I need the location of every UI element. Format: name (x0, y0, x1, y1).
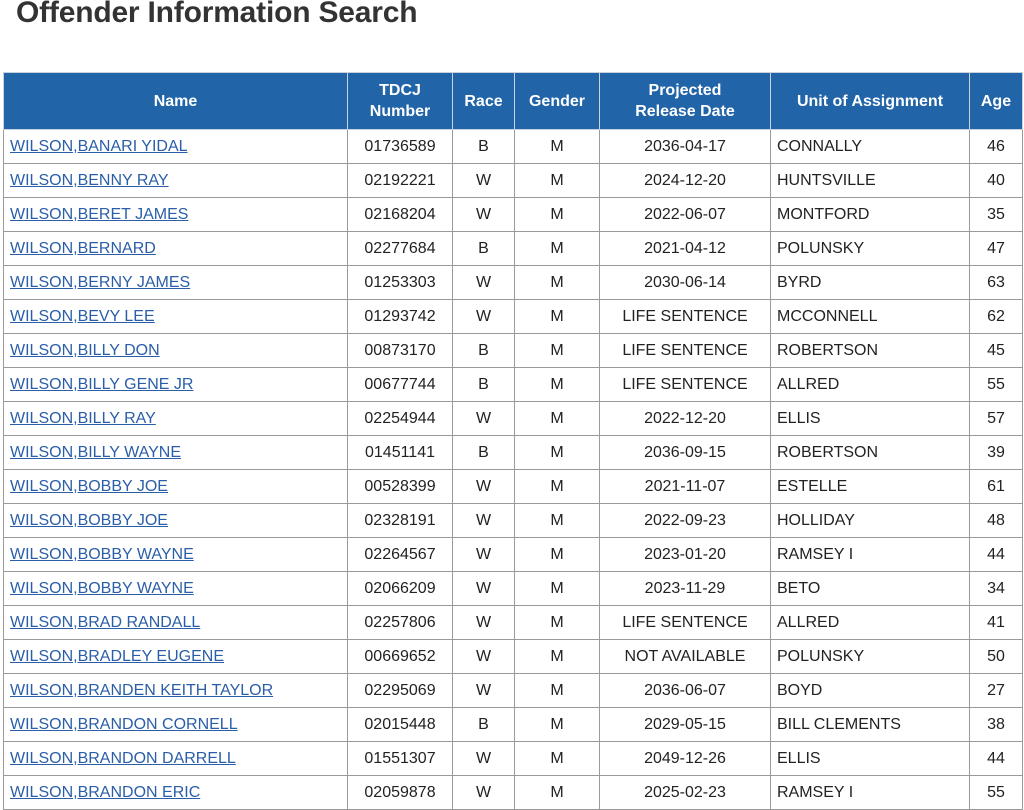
offender-name-cell (4, 266, 348, 300)
age-cell: 47 (970, 232, 1023, 266)
unit-cell: RAMSEY I (771, 776, 970, 810)
offender-name-link[interactable]: WILSON,BRANDEN KEITH TAYLOR (10, 681, 274, 699)
column-header-gender: Gender (515, 73, 600, 130)
offender-name-link[interactable]: WILSON,BRANDON ERIC (10, 783, 201, 801)
tdcj-number-cell: 02328191 (348, 504, 453, 538)
race-cell: W (453, 674, 515, 708)
offender-name-cell (4, 504, 348, 538)
table-row (4, 538, 1023, 572)
offender-name-link[interactable]: WILSON,BRANDON DARRELL (10, 749, 236, 767)
race-cell: W (453, 470, 515, 504)
table-row (4, 572, 1023, 606)
offender-name-link[interactable]: WILSON,BERNY JAMES (10, 273, 191, 291)
release-date-cell: 2049-12-26 (600, 742, 771, 776)
gender-cell: M (515, 402, 600, 436)
race-cell: B (453, 232, 515, 266)
race-cell: B (453, 334, 515, 368)
offender-name-link[interactable]: WILSON,BOBBY JOE (10, 477, 168, 495)
release-date-cell: 2024-12-20 (600, 164, 771, 198)
age-cell: 44 (970, 742, 1023, 776)
tdcj-number-cell: 02066209 (348, 572, 453, 606)
column-header-name: Name (4, 73, 348, 130)
unit-cell: ROBERTSON (771, 334, 970, 368)
race-cell: W (453, 164, 515, 198)
gender-cell: M (515, 130, 600, 164)
age-cell: 27 (970, 674, 1023, 708)
release-date-cell: 2022-12-20 (600, 402, 771, 436)
gender-cell: M (515, 572, 600, 606)
release-date-cell: 2036-04-17 (600, 130, 771, 164)
tdcj-number-cell: 02192221 (348, 164, 453, 198)
gender-cell: M (515, 164, 600, 198)
tdcj-number-cell: 02059878 (348, 776, 453, 810)
unit-cell: BILL CLEMENTS (771, 708, 970, 742)
offender-name-cell (4, 708, 348, 742)
release-date-cell: LIFE SENTENCE (600, 300, 771, 334)
unit-cell: CONNALLY (771, 130, 970, 164)
offender-name-cell (4, 164, 348, 198)
page-title: Offender Information Search (16, 0, 418, 29)
age-cell: 38 (970, 708, 1023, 742)
race-cell: W (453, 776, 515, 810)
age-cell: 57 (970, 402, 1023, 436)
age-cell: 62 (970, 300, 1023, 334)
age-cell: 46 (970, 130, 1023, 164)
offender-name-link[interactable]: WILSON,BOBBY WAYNE (10, 545, 194, 563)
offender-name-link[interactable]: WILSON,BERNARD (10, 239, 156, 257)
age-cell: 40 (970, 164, 1023, 198)
table-row (4, 674, 1023, 708)
race-cell: W (453, 266, 515, 300)
release-date-cell: 2023-01-20 (600, 538, 771, 572)
tdcj-number-cell: 01253303 (348, 266, 453, 300)
offender-name-link[interactable]: WILSON,BERET JAMES (10, 205, 189, 223)
race-cell: B (453, 368, 515, 402)
offender-name-cell (4, 232, 348, 266)
release-date-cell: 2036-06-07 (600, 674, 771, 708)
offender-name-cell (4, 402, 348, 436)
unit-cell: ALLRED (771, 606, 970, 640)
table-row (4, 164, 1023, 198)
age-cell: 41 (970, 606, 1023, 640)
offender-name-cell (4, 198, 348, 232)
offender-name-link[interactable]: WILSON,BRADLEY EUGENE (10, 647, 224, 665)
offender-name-cell (4, 572, 348, 606)
tdcj-number-cell: 02015448 (348, 708, 453, 742)
unit-cell: POLUNSKY (771, 232, 970, 266)
unit-cell: ROBERTSON (771, 436, 970, 470)
release-date-cell: 2030-06-14 (600, 266, 771, 300)
table-row (4, 436, 1023, 470)
race-cell: W (453, 538, 515, 572)
release-date-cell: LIFE SENTENCE (600, 606, 771, 640)
release-date-cell: 2022-09-23 (600, 504, 771, 538)
table-row (4, 130, 1023, 164)
offender-name-cell (4, 300, 348, 334)
tdcj-number-cell: 02264567 (348, 538, 453, 572)
table-row (4, 470, 1023, 504)
race-cell: W (453, 198, 515, 232)
offender-name-link[interactable]: WILSON,BOBBY JOE (10, 511, 168, 529)
age-cell: 55 (970, 776, 1023, 810)
table-row (4, 402, 1023, 436)
table-row (4, 368, 1023, 402)
offender-name-link[interactable]: WILSON,BRAD RANDALL (10, 613, 201, 631)
table-row (4, 504, 1023, 538)
age-cell: 50 (970, 640, 1023, 674)
tdcj-number-cell: 01451141 (348, 436, 453, 470)
offender-name-cell (4, 334, 348, 368)
gender-cell: M (515, 606, 600, 640)
race-cell: B (453, 130, 515, 164)
offender-name-cell (4, 776, 348, 810)
gender-cell: M (515, 640, 600, 674)
column-header-unit: Unit of Assignment (771, 73, 970, 130)
race-cell: W (453, 572, 515, 606)
unit-cell: MCCONNELL (771, 300, 970, 334)
tdcj-number-cell: 00677744 (348, 368, 453, 402)
race-cell: W (453, 606, 515, 640)
gender-cell: M (515, 198, 600, 232)
table-row (4, 266, 1023, 300)
table-row (4, 198, 1023, 232)
tdcj-number-cell: 01551307 (348, 742, 453, 776)
offender-name-cell (4, 470, 348, 504)
unit-cell: ESTELLE (771, 470, 970, 504)
offender-name-link[interactable]: WILSON,BEVY LEE (10, 307, 155, 325)
race-cell: B (453, 436, 515, 470)
offender-name-cell (4, 436, 348, 470)
age-cell: 61 (970, 470, 1023, 504)
gender-cell: M (515, 538, 600, 572)
gender-cell: M (515, 266, 600, 300)
unit-cell: ALLRED (771, 368, 970, 402)
release-date-cell: NOT AVAILABLE (600, 640, 771, 674)
unit-cell: HUNTSVILLE (771, 164, 970, 198)
unit-cell: ELLIS (771, 742, 970, 776)
race-cell: W (453, 300, 515, 334)
offender-name-cell (4, 640, 348, 674)
release-date-cell: LIFE SENTENCE (600, 334, 771, 368)
gender-cell: M (515, 334, 600, 368)
release-date-cell: LIFE SENTENCE (600, 368, 771, 402)
age-cell: 34 (970, 572, 1023, 606)
offender-name-cell (4, 130, 348, 164)
tdcj-number-cell: 01736589 (348, 130, 453, 164)
release-date-cell: 2023-11-29 (600, 572, 771, 606)
age-cell: 45 (970, 334, 1023, 368)
race-cell: W (453, 402, 515, 436)
race-cell: W (453, 742, 515, 776)
offender-name-link[interactable]: WILSON,BILLY RAY (10, 409, 156, 427)
offender-name-cell (4, 368, 348, 402)
offender-name-cell (4, 742, 348, 776)
gender-cell: M (515, 470, 600, 504)
tdcj-number-cell: 02168204 (348, 198, 453, 232)
results-table (3, 72, 1023, 810)
gender-cell: M (515, 504, 600, 538)
tdcj-number-cell: 02254944 (348, 402, 453, 436)
offender-name-link[interactable]: WILSON,BILLY GENE JR (10, 375, 194, 393)
table-row (4, 606, 1023, 640)
column-header-age: Age (970, 73, 1023, 130)
gender-cell: M (515, 232, 600, 266)
tdcj-number-cell: 01293742 (348, 300, 453, 334)
column-header-tdcj-number: TDCJ Number (348, 73, 453, 130)
age-cell: 44 (970, 538, 1023, 572)
unit-cell: POLUNSKY (771, 640, 970, 674)
unit-cell: HOLLIDAY (771, 504, 970, 538)
tdcj-number-cell: 02295069 (348, 674, 453, 708)
table-row (4, 776, 1023, 810)
unit-cell: MONTFORD (771, 198, 970, 232)
race-cell: B (453, 708, 515, 742)
gender-cell: M (515, 674, 600, 708)
age-cell: 39 (970, 436, 1023, 470)
table-row (4, 334, 1023, 368)
offender-name-link[interactable]: WILSON,BOBBY WAYNE (10, 579, 194, 597)
offender-name-cell (4, 606, 348, 640)
unit-cell: BYRD (771, 266, 970, 300)
unit-cell: RAMSEY I (771, 538, 970, 572)
release-date-cell: 2021-04-12 (600, 232, 771, 266)
table-row (4, 232, 1023, 266)
table-row (4, 300, 1023, 334)
offender-name-link[interactable]: WILSON,BENNY RAY (10, 171, 169, 189)
tdcj-number-cell: 00669652 (348, 640, 453, 674)
tdcj-number-cell: 02277684 (348, 232, 453, 266)
age-cell: 63 (970, 266, 1023, 300)
table-header-row (4, 73, 1023, 130)
tdcj-number-cell: 02257806 (348, 606, 453, 640)
column-header-release-date: Projected Release Date (600, 73, 771, 130)
age-cell: 48 (970, 504, 1023, 538)
gender-cell: M (515, 300, 600, 334)
offender-name-cell (4, 538, 348, 572)
table-row (4, 640, 1023, 674)
release-date-cell: 2036-09-15 (600, 436, 771, 470)
table-row (4, 742, 1023, 776)
gender-cell: M (515, 708, 600, 742)
offender-name-link[interactable]: WILSON,BANARI YIDAL (10, 137, 188, 155)
tdcj-number-cell: 00528399 (348, 470, 453, 504)
release-date-cell: 2025-02-23 (600, 776, 771, 810)
unit-cell: BETO (771, 572, 970, 606)
unit-cell: ELLIS (771, 402, 970, 436)
age-cell: 35 (970, 198, 1023, 232)
release-date-cell: 2022-06-07 (600, 198, 771, 232)
offender-name-link[interactable]: WILSON,BRANDON CORNELL (10, 715, 238, 733)
race-cell: W (453, 640, 515, 674)
gender-cell: M (515, 368, 600, 402)
gender-cell: M (515, 776, 600, 810)
gender-cell: M (515, 436, 600, 470)
offender-name-link[interactable]: WILSON,BILLY WAYNE (10, 443, 182, 461)
gender-cell: M (515, 742, 600, 776)
age-cell: 55 (970, 368, 1023, 402)
offender-name-link[interactable]: WILSON,BILLY DON (10, 341, 160, 359)
tdcj-number-cell: 00873170 (348, 334, 453, 368)
race-cell: W (453, 504, 515, 538)
release-date-cell: 2021-11-07 (600, 470, 771, 504)
table-row (4, 708, 1023, 742)
release-date-cell: 2029-05-15 (600, 708, 771, 742)
unit-cell: BOYD (771, 674, 970, 708)
column-header-race: Race (453, 73, 515, 130)
offender-name-cell (4, 674, 348, 708)
